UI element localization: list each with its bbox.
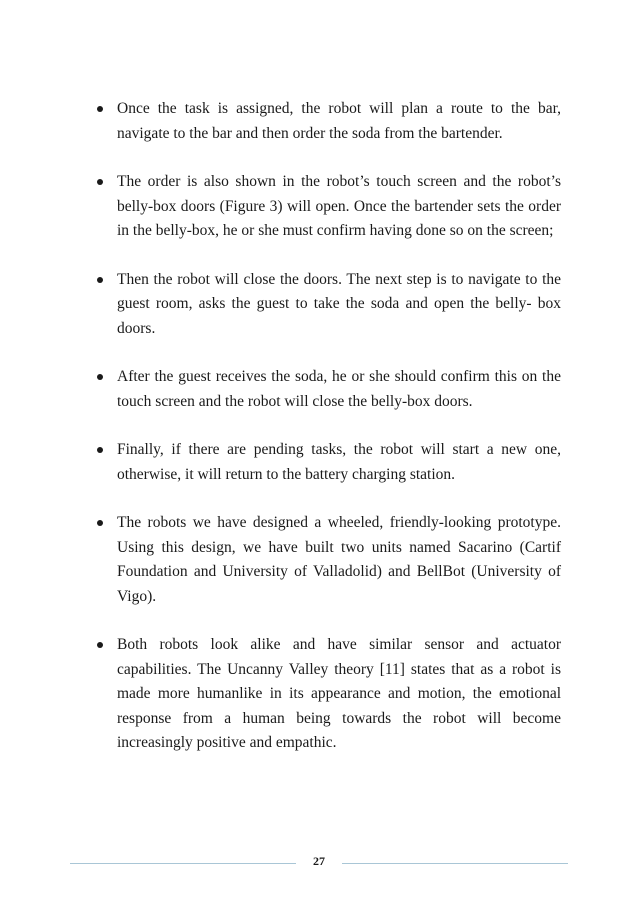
footer-rule-left [70,863,296,864]
bullet-icon [97,374,103,380]
list-item [91,511,561,609]
list-item [91,438,561,487]
list-item [91,170,561,244]
bullet-icon [97,179,103,185]
list-item [91,365,561,414]
bullet-icon [97,642,103,648]
list-item-text: The order is also shown in the robot’s touch screen and the robot’s belly-box doors (Figure 3) will open. Once the bartender sets the order in the belly-box, he or she must confirm having done so on the screen; [117,173,561,239]
list-item-text: Then the robot will close the doors. The next step is to navigate to the guest room, asks the guest to take the soda and open the belly- box doors. [117,270,561,337]
list-item [91,97,561,146]
list-item-text: Once the task is assigned, the robot will plan a route to the bar, navigate to the bar and then order the soda from the bartender. [117,100,561,142]
footer-rule-right [342,863,568,864]
bullet-icon [97,277,103,283]
bullet-icon [97,447,103,453]
bullet-icon [97,106,103,112]
list-item-text: After the guest receives the soda, he or she should confirm this on the touch screen and the robot will close the belly-box doors. [117,368,561,410]
list-item [91,633,561,756]
list-item [91,268,561,342]
bullet-icon [97,520,103,526]
bullet-list [91,97,561,780]
list-item-text: Both robots look alike and have similar sensor and actuator capabilities. The Uncanny Valley theory [11] states that as a robot is made more humanlike in its appearance and motion, the emotional response from a human being towards the robot will become increasingly positive and empathic. [117,636,561,751]
page-number: 27 [313,854,325,868]
page-footer [70,852,568,874]
list-item-text: Finally, if there are pending tasks, the robot will start a new one, otherwise, it will return to the battery charging station. [117,441,561,483]
list-item-text: The robots we have designed a wheeled, friendly-looking prototype. Using this design, we have built two units named Sacarino (Cartif Foundation and University of Valladolid) and BellBot (University of Vigo). [117,514,561,605]
